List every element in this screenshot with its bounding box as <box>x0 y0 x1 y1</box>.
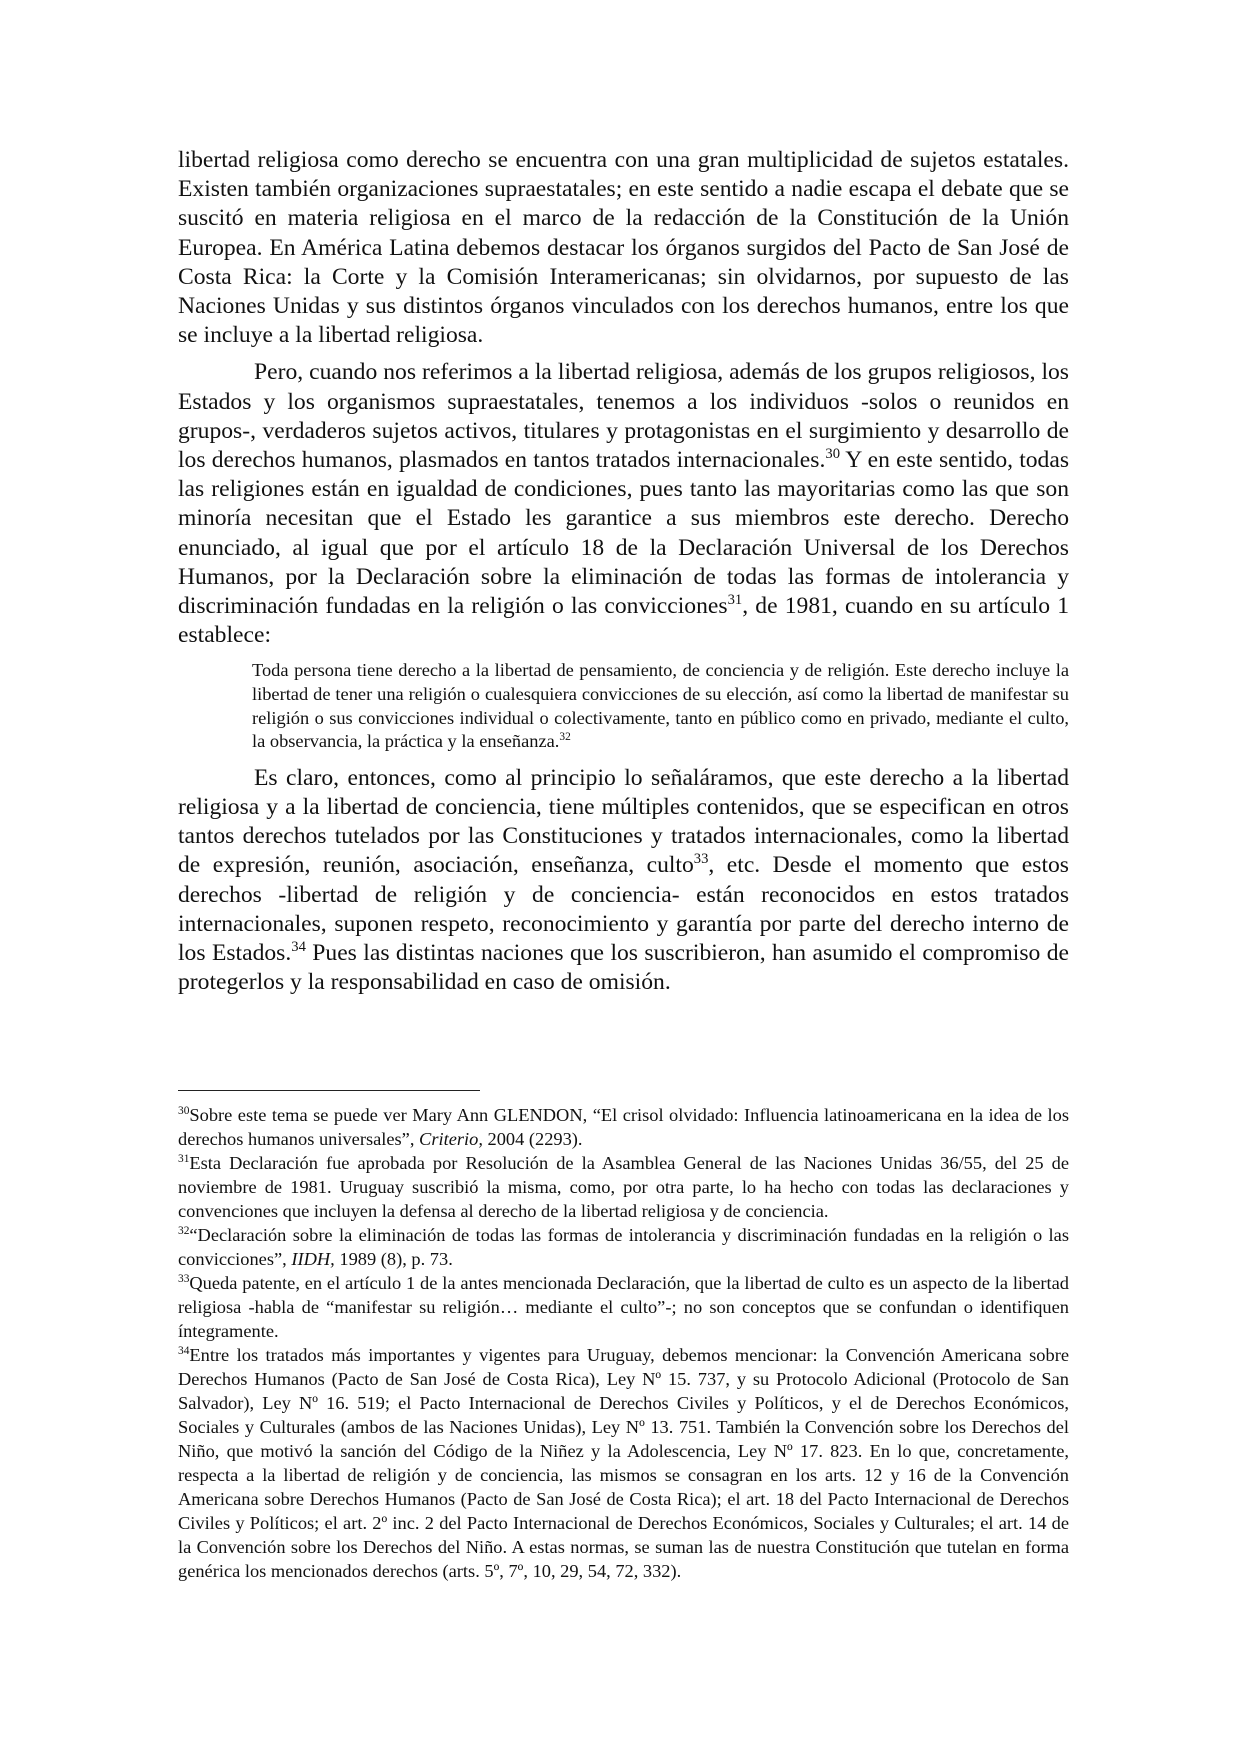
footnote-30-text-b: 2004 (2293). <box>482 1129 583 1149</box>
paragraph-1 <box>178 146 1069 350</box>
footnote-30-mark: 30 <box>178 1104 190 1117</box>
footnote-30-italic: Criterio, <box>419 1129 483 1149</box>
paragraph-2 <box>178 358 1069 650</box>
paragraph-3-text-a: Es claro, entonces, como al principio lo señaláramos, que este derecho a la libertad religiosa y a la libertad de conciencia, tiene múltiples contenidos, que se especifican en otros tantos derechos tutelados por las Constituciones y tratados internacionales, como la libertad de expresión, reunión, asociación, enseñanza, culto <box>178 764 1069 879</box>
footnote-33 <box>178 1271 1069 1343</box>
footnotes <box>178 1103 1069 1583</box>
paragraph-3 <box>178 764 1069 998</box>
paragraph-2-text-c: , de 1981, cuando en su artículo 1 establece: <box>178 593 1069 649</box>
paragraph-2-text-b: Y en este sentido, todas las religiones están en igualdad de condiciones, pues tanto las mayoritarias como las que son minoría necesitan que el Estado les garantice a sus miembros este derecho. Derecho enunciado, al igual que por el artículo 18 de la Declaración Universal de los Derechos Humanos, por la Declaración sobre la eliminación de todas las formas de intolerancia y discriminación fundadas en la religión o las convicciones <box>178 447 1069 620</box>
footnote-34 <box>178 1343 1069 1583</box>
paragraph-1-text: libertad religiosa como derecho se encuentra con una gran multiplicidad de sujetos estatales. Existen también organizaciones supraestatales; en este sentido a nadie escapa el debate que se suscitó en materia religiosa en el marco de la redacción de la Constitución de la Unión Europea. En América Latina debemos destacar los órganos surgidos del Pacto de San José de Costa Rica: la Corte y la Comisión Interamericanas; sin olvidarnos, por supuesto de las Naciones Unidas y sus distintos órganos vinculados con los derechos humanos, entre los que se incluye a la libertad religiosa. <box>178 147 1069 349</box>
footnote-31-text: Esta Declaración fue aprobada por Resolución de la Asamblea General de las Naciones Unidas 36/55, del 25 de noviembre de 1981. Uruguay suscribió la misma, como, por otra parte, lo ha hecho con todas las declaraciones y convenciones que incluyen la defensa al derecho de la libertad religiosa y de conciencia. <box>178 1153 1069 1221</box>
footnote-ref-30[interactable]: 30 <box>825 446 840 463</box>
paragraph-2-text-a: Pero, cuando nos referimos a la libertad religiosa, además de los grupos religiosos, los Estados y los organismos supraestatales, tenemos a los individuos -solos o reunidos en grupos-, verdaderos sujetos activos, titulares y protagonistas en el surgimiento y desarrollo de los derechos humanos, plasmados en tantos tratados internacionales. <box>178 359 1069 474</box>
footnote-34-text: Entre los tratados más importantes y vigentes para Uruguay, debemos mencionar: la Convención Americana sobre Derechos Humanos (Pacto de San José de Costa Rica), Ley Nº 15. 737, y su Protocolo Adicional (Protocolo de San Salvador), Ley Nº 16. 519; el Pacto Internacional de Derechos Civiles y Políticos, y el de Derechos Económicos, Sociales y Culturales (ambos de las Naciones Unidas), Ley Nº 13. 751. También la Convención sobre los Derechos del Niño, que motivó la sanción del Código de la Niñez y la Adolescencia, Ley Nº 17. 823. En lo que, concretamente, respecta a la libertad de religión y de conciencia, las mismos se consagran en los arts. 12 y 16 de la Convención Americana sobre Derechos Humanos (Pacto de San José de Costa Rica); el art. 18 del Pacto Internacional de Derechos Civiles y Políticos; el art. 2º inc. 2 del Pacto Internacional de Derechos Económicos, Sociales y Culturales; el art. 14 de la Convención sobre los Derechos del Niño. A estas normas, se suman las de nuestra Constitución que tutelan en forma genérica los mencionados derechos (arts. 5º, 7º, 10, 29, 54, 72, 332). <box>178 1345 1069 1581</box>
footnote-ref-33[interactable]: 33 <box>693 851 709 868</box>
footnote-32-text-a: “Declaración sobre la eliminación de todas las formas de intolerancia y discriminación fundadas en la religión o las convicciones”, <box>178 1225 1069 1269</box>
main-text <box>178 146 1069 997</box>
footnote-separator <box>178 1090 480 1091</box>
footnote-33-mark: 33 <box>178 1272 190 1285</box>
footnote-31 <box>178 1151 1069 1223</box>
paragraph-3-text-b: , etc. Desde el momento que estos derechos -libertad de religión y de conciencia- están reconocidos en estos tratados internacionales, suponen respeto, reconocimiento y garantía por parte del derecho interno de los Estados. <box>178 852 1069 967</box>
footnote-30-text-a: Sobre este tema se puede ver Mary Ann GLENDON, “El crisol olvidado: Influencia latinoamericana en la idea de los derechos humanos universales”, <box>178 1105 1069 1149</box>
footnote-33-text: Queda patente, en el artículo 1 de la antes mencionada Declaración, que la libertad de culto es un aspecto de la libertad religiosa -habla de “manifestar su religión… mediante el culto”-; no son conceptos que se confundan o identifiquen íntegramente. <box>178 1273 1069 1341</box>
footnote-32-mark: 32 <box>178 1224 190 1237</box>
footnote-31-mark: 31 <box>178 1152 190 1165</box>
block-quote-text: Toda persona tiene derecho a la libertad de pensamiento, de conciencia y de religión. Este derecho incluye la libertad de tener una religión o cualesquiera convicciones de su elección, así como la libertad de manifestar su religión o sus convicciones individual o colectivamente, tanto en público como en privado, mediante el culto, la observancia, la práctica y la enseñanza. <box>252 660 1069 752</box>
footnote-34-mark: 34 <box>178 1344 190 1357</box>
footnote-32 <box>178 1223 1069 1271</box>
paragraph-3-text-c: Pues las distintas naciones que los suscribieron, han asumido el compromiso de protegerlos y la responsabilidad en caso de omisión. <box>178 940 1069 996</box>
block-quote <box>252 659 1069 753</box>
footnote-32-italic: IIDH, <box>291 1249 335 1269</box>
footnote-32-text-b: 1989 (8), p. 73. <box>334 1249 453 1269</box>
footnote-ref-34[interactable]: 34 <box>291 939 306 956</box>
footnote-30 <box>178 1103 1069 1151</box>
footnote-ref-31[interactable]: 31 <box>727 592 743 609</box>
footnote-ref-32[interactable]: 32 <box>559 731 571 744</box>
